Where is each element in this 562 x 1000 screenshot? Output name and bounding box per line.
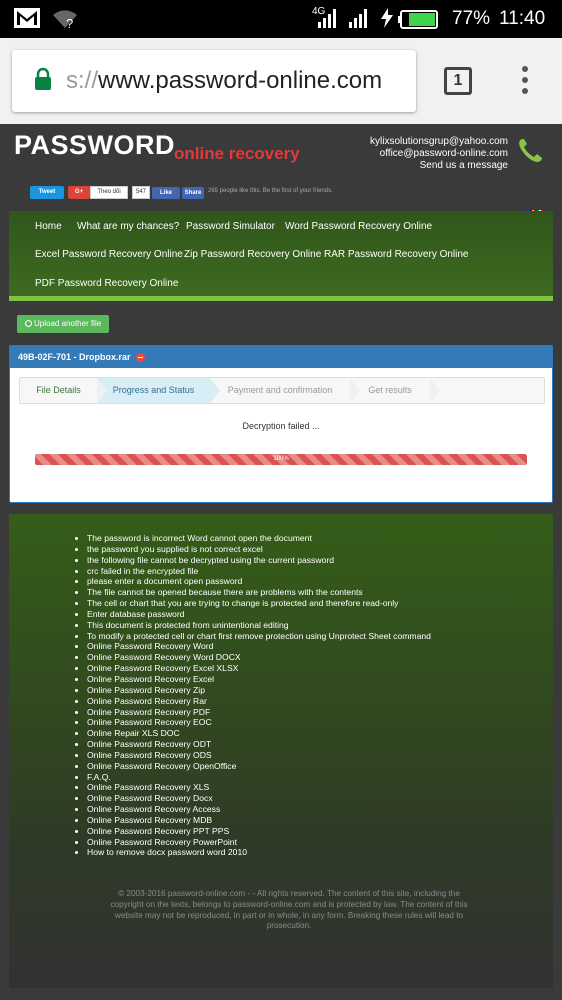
clock: 11:40 bbox=[499, 8, 546, 29]
battery-icon bbox=[398, 10, 440, 35]
nav-home[interactable]: Home bbox=[35, 221, 62, 232]
wifi-unknown-icon bbox=[52, 9, 80, 34]
list-item[interactable]: • Online Password Recovery EOC bbox=[87, 717, 431, 728]
battery-percent: 77% bbox=[452, 8, 491, 29]
info-section bbox=[9, 514, 553, 988]
list-item[interactable]: • How to remove docx password word 2010 bbox=[87, 847, 431, 858]
list-item[interactable]: • Online Password Recovery Rar bbox=[87, 696, 431, 707]
follow-count: 547 bbox=[132, 186, 150, 199]
list-item[interactable]: • crc failed in the encrypted file bbox=[87, 566, 431, 577]
step-label: Get results bbox=[368, 385, 412, 395]
facebook-share-button[interactable]: Share bbox=[182, 187, 204, 199]
upload-another-file-button[interactable] bbox=[17, 315, 109, 333]
nav-word-recovery[interactable]: Word Password Recovery Online bbox=[285, 221, 433, 232]
phone-icon bbox=[516, 136, 544, 169]
upload-button-label: Upload another file bbox=[34, 319, 102, 328]
progress-steps bbox=[19, 377, 545, 404]
browser-toolbar bbox=[0, 38, 562, 124]
step-results[interactable] bbox=[350, 378, 430, 403]
language-flags bbox=[522, 202, 543, 208]
list-item[interactable]: • Online Password Recovery Docx bbox=[87, 793, 431, 804]
browser-menu-button[interactable] bbox=[520, 66, 530, 96]
copyright-footer: © 2003-2016 password-online.com - - All rights reserved. The content of this site, including the copyright on the texts, belongs to password-online.com and is protected by law. The content of this website may not be reproduced, in part or in whole, in any form. Breaking these rules will lead to prosecution. bbox=[110, 889, 468, 931]
signal-4g-icon bbox=[312, 4, 340, 35]
gplus-button[interactable]: G+ bbox=[68, 186, 90, 199]
list-item[interactable]: • Online Password Recovery PDF bbox=[87, 707, 431, 718]
list-item[interactable]: • Online Password Recovery Excel XLSX bbox=[87, 663, 431, 674]
nav-excel-recovery[interactable]: Excel Password Recovery Online bbox=[35, 249, 183, 260]
list-item[interactable]: • Online Password Recovery XLS bbox=[87, 782, 431, 793]
upload-icon bbox=[25, 320, 32, 327]
list-item[interactable]: • Online Repair XLS DOC bbox=[87, 728, 431, 739]
file-panel bbox=[9, 345, 553, 503]
list-item[interactable]: • Online Password Recovery Access bbox=[87, 804, 431, 815]
list-item[interactable]: • Online Password Recovery PPT PPS bbox=[87, 826, 431, 837]
nav-rar-recovery[interactable]: RAR Password Recovery Online bbox=[324, 249, 469, 260]
list-item[interactable]: • This document is protected from unintentional editing bbox=[87, 620, 431, 631]
url-scheme: s:// bbox=[66, 67, 99, 94]
step-label: Progress and Status bbox=[112, 385, 195, 395]
charging-icon bbox=[380, 8, 394, 33]
decryption-progress-bar bbox=[35, 454, 527, 465]
tab-switcher-button[interactable]: 1 bbox=[444, 67, 472, 95]
step-progress-status[interactable] bbox=[97, 378, 210, 403]
contact-email-1[interactable]: kylixsolutionsgrup@yahoo.com bbox=[370, 136, 508, 147]
address-bar[interactable] bbox=[12, 50, 416, 112]
list-item[interactable]: • Online Password Recovery MDB bbox=[87, 815, 431, 826]
follow-button[interactable]: Theo dõi bbox=[90, 186, 128, 199]
list-item[interactable]: • Online Password Recovery PowerPoint bbox=[87, 837, 431, 848]
svg-text:?: ? bbox=[66, 16, 74, 29]
contact-info bbox=[370, 136, 508, 172]
list-item[interactable]: • The file cannot be opened because there are problems with the contents bbox=[87, 587, 431, 598]
list-item[interactable]: • Online Password Recovery OpenOffice bbox=[87, 761, 431, 772]
list-item[interactable]: • Online Password Recovery Excel bbox=[87, 674, 431, 685]
list-item[interactable]: • F.A.Q. bbox=[87, 772, 431, 783]
facebook-like-button[interactable]: Like bbox=[152, 187, 180, 199]
remove-file-icon[interactable] bbox=[136, 353, 145, 362]
nav-chances[interactable]: What are my chances? bbox=[77, 221, 180, 232]
list-item[interactable]: • please enter a document open password bbox=[87, 576, 431, 587]
info-link-list bbox=[87, 533, 431, 858]
list-item[interactable]: • The cell or chart that you are trying to change is protected and therefore read-only bbox=[87, 598, 431, 609]
progress-percent: 100% bbox=[273, 456, 289, 462]
gmail-icon bbox=[14, 8, 40, 33]
main-navigation bbox=[9, 211, 553, 301]
step-label: File Details bbox=[36, 385, 81, 395]
file-title: 49B-02F-701 - Dropbox.rar bbox=[18, 352, 131, 362]
step-file-details[interactable] bbox=[20, 378, 97, 403]
site-title[interactable]: PASSWORD bbox=[14, 130, 176, 160]
step-payment[interactable] bbox=[210, 378, 350, 403]
web-page bbox=[0, 124, 562, 1000]
send-message-link[interactable]: Send us a message bbox=[419, 160, 508, 171]
list-item[interactable]: • Online Password Recovery ODT bbox=[87, 739, 431, 750]
site-subtitle: online recovery bbox=[174, 144, 300, 163]
list-item[interactable]: • Online Password Recovery ODS bbox=[87, 750, 431, 761]
nav-simulator[interactable]: Password Simulator bbox=[186, 221, 275, 232]
android-status-bar bbox=[0, 0, 562, 38]
decryption-status-message: Decryption failed ... bbox=[242, 421, 320, 431]
contact-email-2[interactable]: office@password-online.com bbox=[379, 148, 508, 159]
signal-bars-icon bbox=[348, 8, 370, 33]
nav-zip-recovery[interactable]: Zip Password Recovery Online bbox=[184, 249, 322, 260]
step-label: Payment and confirmation bbox=[227, 385, 333, 395]
nav-pdf-recovery[interactable]: PDF Password Recovery Online bbox=[35, 278, 179, 289]
facebook-like-text: 265 people like this. Be the first of your friends. bbox=[208, 188, 333, 194]
url-text[interactable] bbox=[66, 67, 382, 95]
file-panel-header bbox=[10, 346, 552, 368]
list-item[interactable]: • the password you supplied is not correct excel bbox=[87, 544, 431, 555]
list-item[interactable]: • Online Password Recovery Zip bbox=[87, 685, 431, 696]
url-host: www.password-online.com bbox=[98, 67, 383, 94]
tweet-button[interactable]: Tweet bbox=[30, 186, 64, 199]
list-item[interactable]: • the following file cannot be decrypted using the current password bbox=[87, 555, 431, 566]
list-item[interactable]: • To modify a protected cell or chart first remove protection using Unprotect Sheet command bbox=[87, 631, 431, 642]
list-item[interactable]: • Online Password Recovery Word DOCX bbox=[87, 652, 431, 663]
list-item[interactable]: • The password is incorrect Word cannot open the document bbox=[87, 533, 431, 544]
svg-text:4G: 4G bbox=[312, 6, 326, 17]
list-item[interactable]: • Enter database password bbox=[87, 609, 431, 620]
list-item[interactable]: • Online Password Recovery Word bbox=[87, 641, 431, 652]
lock-icon bbox=[34, 67, 52, 96]
